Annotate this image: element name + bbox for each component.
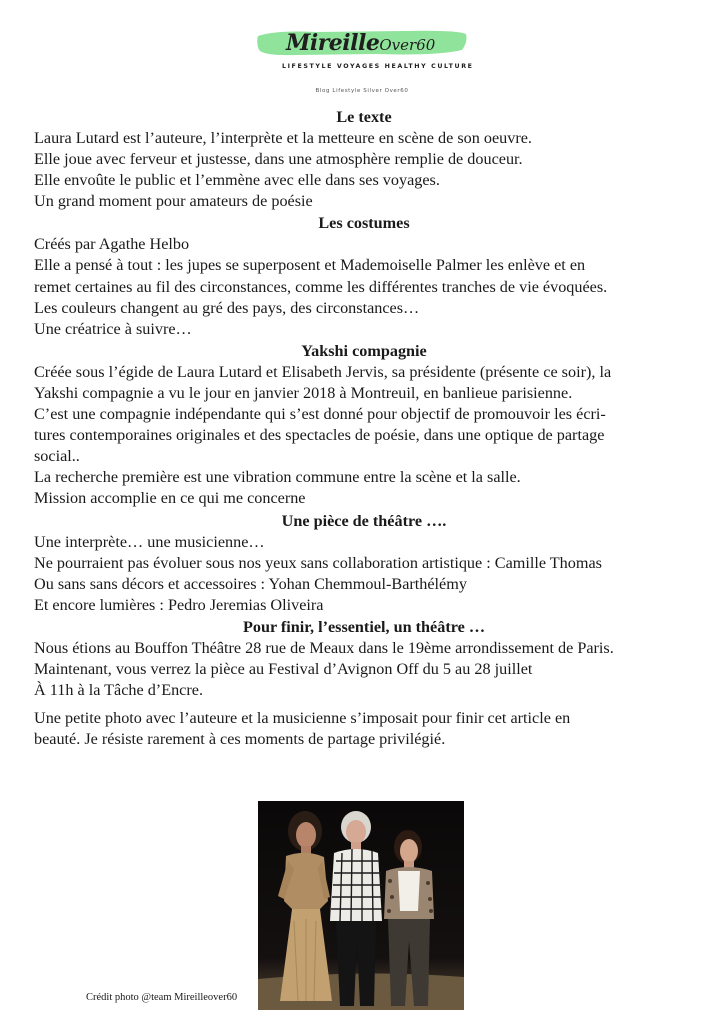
logo-tagline: LIFESTYLE VOYAGES HEALTHY CULTURE — [282, 63, 474, 70]
paragraph-line: remet certaines au fil des circonstances, comme les différentes tranches de vie évoquées. — [34, 277, 608, 296]
stage-photo-illustration — [258, 801, 464, 1010]
paragraph-line: À 11h à la Tâche d’Encre. — [34, 681, 203, 700]
spacer — [34, 701, 694, 708]
paragraph-line: Une interprète… une musicienne… — [34, 532, 265, 551]
photo-credit: Crédit photo @team Mireilleover60 — [86, 992, 238, 1003]
paragraph-line: social.. — [34, 447, 80, 466]
blog-logo[interactable] — [256, 14, 474, 78]
paragraph-line: Ne pourraient pas évoluer sous nos yeux sans collaboration artistique : Camille Thomas — [34, 553, 602, 572]
paragraph-line: Une créatrice à suivre… — [34, 319, 192, 338]
paragraph-line: La recherche première est une vibration commune entre la scène et la salle. — [34, 468, 521, 487]
paragraph-line: Et encore lumières : Pedro Jeremias Oliveira — [34, 595, 324, 614]
paragraph-line: Nous étions au Bouffon Théâtre 28 rue de Meaux dans le 19ème arrondissement de Paris. — [34, 638, 614, 657]
blog-subtitle: Blog Lifestyle Silver Over60 — [315, 88, 409, 94]
stage-photo[interactable] — [258, 801, 464, 1010]
section-heading: Une pièce de théâtre …. — [281, 511, 447, 530]
paragraph-line: Elle envoûte le public et l’emmène avec elle dans ses voyages. — [34, 171, 440, 190]
paragraph-line: C’est une compagnie indépendante qui s’est donné pour objectif de promouvoir les écri- — [34, 405, 606, 424]
closing-line: Une petite photo avec l’auteure et la musicienne s’imposait pour finir cet article en — [34, 709, 571, 728]
logo-main-text: Mireille — [286, 30, 380, 56]
paragraph-line: Yakshi compagnie a vu le jour en janvier 2018 à Montreuil, en banlieue parisienne. — [34, 383, 573, 402]
article-body — [34, 106, 694, 750]
paragraph-line: Les couleurs changent au gré des pays, des circonstances… — [34, 298, 420, 317]
paragraph-line: tures contemporaines originales et des spectacles de poésie, dans une optique de partage — [34, 426, 605, 445]
closing-line: beauté. Je résiste rarement à ces moments de partage privilégié. — [34, 730, 446, 749]
paragraph-line: Ou sans sans décors et accessoires : Yohan Chemmoul-Barthélémy — [34, 574, 467, 593]
paragraph-line: Laura Lutard est l’auteure, l’interprète et la metteure en scène de son oeuvre. — [34, 129, 532, 147]
section-heading: Les costumes — [318, 214, 410, 233]
paragraph-line: Créés par Agathe Helbo — [34, 235, 190, 254]
section-heading: Le texte — [336, 108, 392, 126]
paragraph-line: Un grand moment pour amateurs de poésie — [34, 192, 313, 211]
section-heading: Yakshi compagnie — [301, 341, 427, 360]
section-heading: Pour finir, l’essentiel, un théâtre … — [242, 617, 486, 636]
paragraph-line: Créée sous l’égide de Laura Lutard et Elisabeth Jervis, sa présidente (présente ce soir), la — [34, 362, 612, 381]
paragraph-line: Elle a pensé à tout : les jupes se superposent et Mademoiselle Palmer les enlève et en — [34, 256, 586, 275]
paragraph-line: Elle joue avec ferveur et justesse, dans une atmosphère remplie de douceur. — [34, 150, 523, 169]
paragraph-line: Mission accomplie en ce qui me concerne — [34, 489, 306, 508]
paragraph-line: Maintenant, vous verrez la pièce au Festival d’Avignon Off du 5 au 28 juillet — [34, 659, 533, 678]
logo-wordmark — [286, 30, 456, 60]
logo-over-text: Over60 — [379, 36, 436, 54]
